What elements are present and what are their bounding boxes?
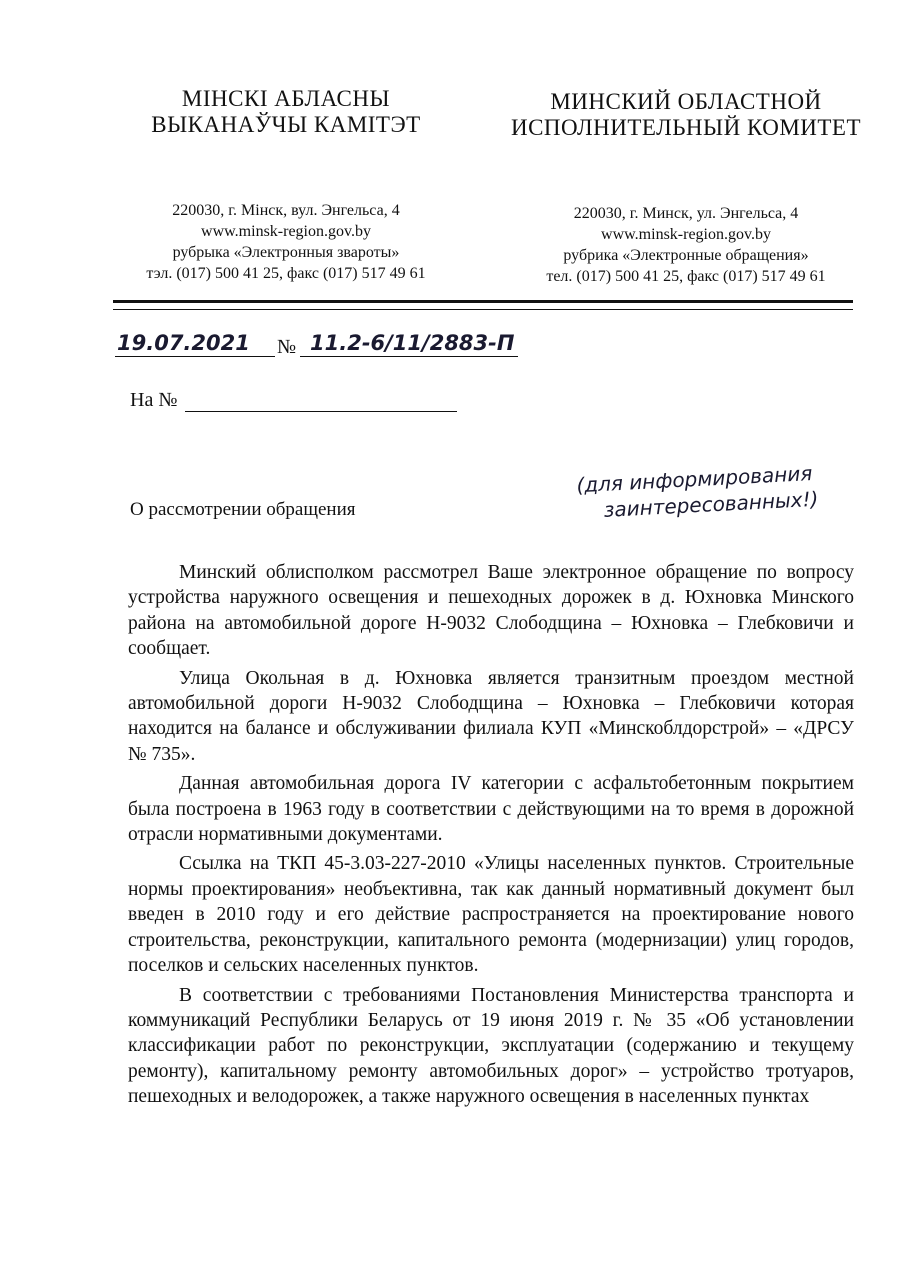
paragraph: В соответствии с требованиями Постановления Министерства транспорта и коммуникаций Республики Беларусь от 19 июня 2019 г. № 35 «Об установлении классификации работ по реконструкции, эксплуатации (содержанию и текущему ремонту), капитальному ремонту автомобильных дорог» – устройство тротуаров, пешеходных и велодорожек, а также наружного освещения в населенных пунктах [128,984,854,1108]
header-divider-thin [113,309,853,310]
paragraph: Ссылка на ТКП 45-3.03-227-2010 «Улицы населенных пунктов. Строительные нормы проектирования» необъективна, так как данный нормативный документ был введен в 2010 году и его действие распространяется на проектирование нового строительства, реконструкции, капитального ремонта (модернизации) улиц городов, поселков и сельских населенных пунктов. [128,853,854,977]
reply-underline [185,411,457,412]
letter-body [128,560,854,1114]
number-label: № [277,336,297,358]
header-left-title: МІНСКІ АБЛАСНЫ ВЫКАНАЎЧЫ КАМІТЭТ [151,86,421,137]
paragraph: Данная автомобильная дорога IV категории с асфальтобетонным покрытием была построена в 1963 году в соответствии с действующими на то время в дорожной отрасли нормативными документами. [128,773,854,846]
registration-number: 11.2-6/11/2883-П [310,331,515,355]
registration-date: 19.07.2021 [117,331,250,355]
paragraph: Улица Окольная в д. Юхновка является транзитным проездом местной автомобильной дороги Н-9032 Слободщина – Юхновка – Глебковичи которая находится на балансе и обслуживании филиала КУП «Минскоблдорстрой» – «ДРСУ № 735». [128,667,854,765]
header-right-address: 220030, г. Минск, ул. Энгельса, 4 www.minsk-region.gov.by рубрика «Электронные обращения» тел. (017) 500 41 25, факс (017) 517 49 61 [546,205,826,285]
header-left-address: 220030, г. Мінск, вул. Энгельса, 4 www.minsk-region.gov.by рубрыка «Электронныя звароты» тэл. (017) 500 41 25, факс (017) 517 49 61 [146,202,426,282]
date-underline [115,356,275,357]
header-left [118,86,454,284]
number-underline [300,356,518,357]
paragraph: Минский облисполком рассмотрел Ваше электронное обращение по вопросу устройства наружного освещения и пешеходных дорожек в д. Юхновка Минского района на автомобильной дороге Н-9032 Слободщина – Юхновка – Глебковичи и сообщает. [128,562,854,660]
header-right [488,89,884,287]
reply-label: На № [130,389,178,411]
header-right-title: МИНСКИЙ ОБЛАСТНОЙ ИСПОЛНИТЕЛЬНЫЙ КОМИТЕТ [510,89,862,140]
handwritten-note: (для информирования заинтересованных!) [575,460,819,522]
header-divider-thick [113,300,853,303]
letter-subject: О рассмотрении обращения [130,499,356,520]
